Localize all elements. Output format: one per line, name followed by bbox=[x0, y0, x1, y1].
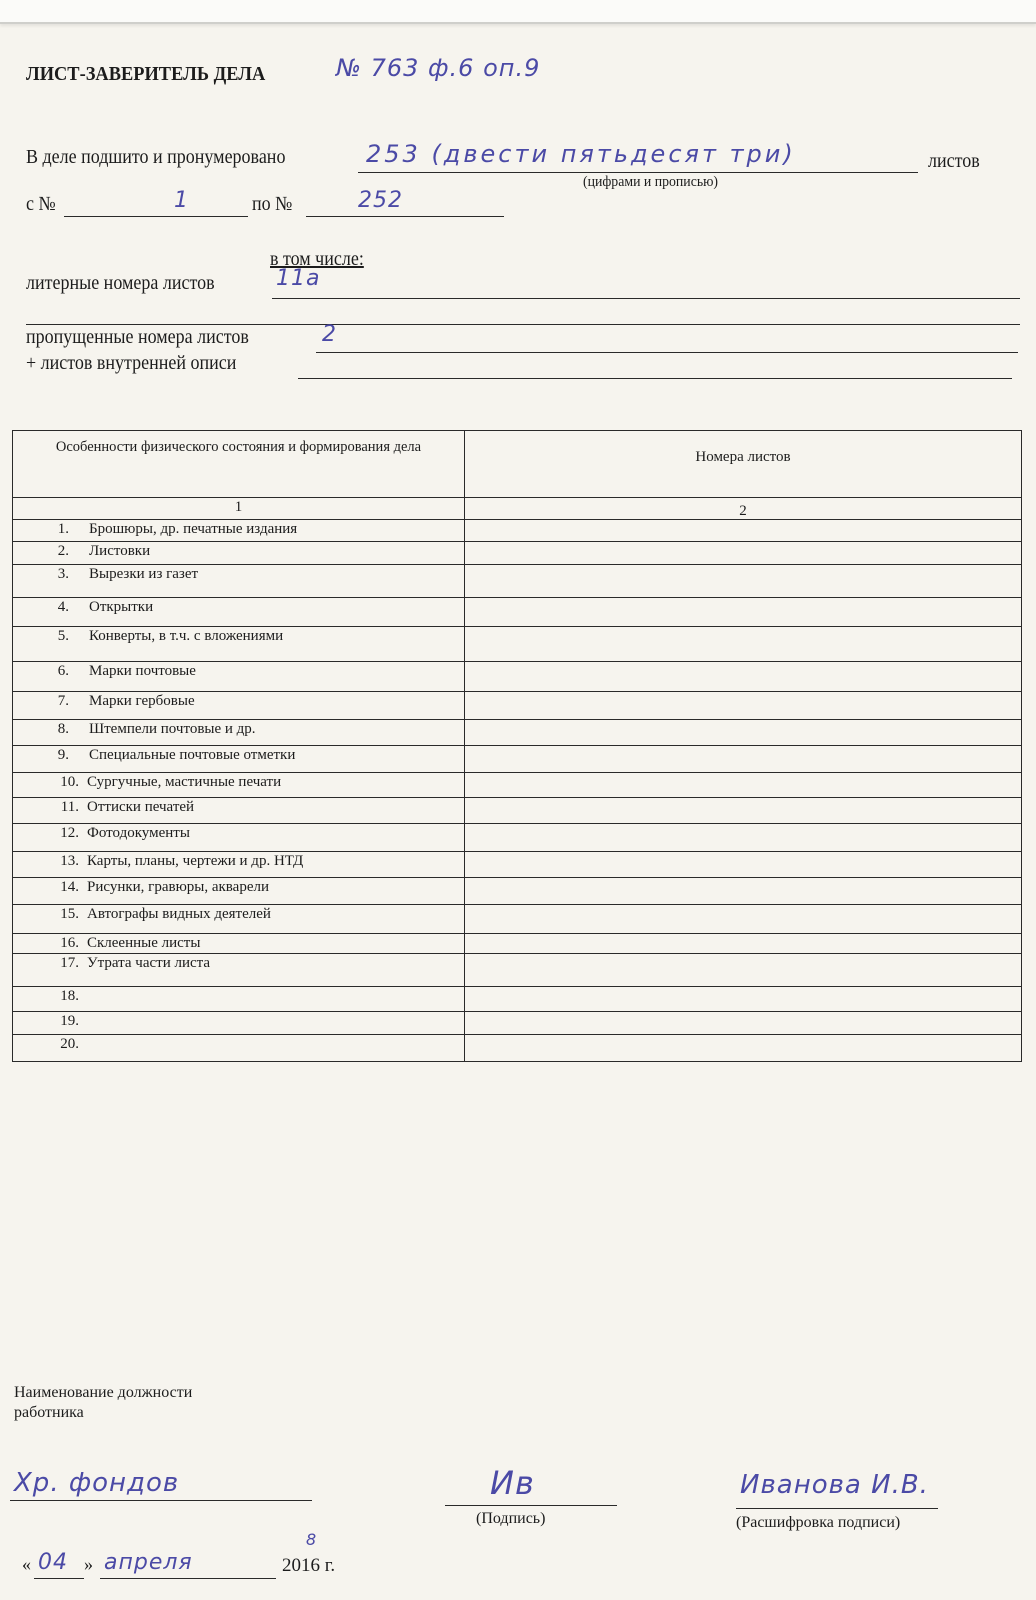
date-open-quote: « bbox=[22, 1554, 31, 1574]
column-divider bbox=[464, 431, 465, 1061]
from-line bbox=[64, 216, 248, 217]
row-number: 12. bbox=[60, 825, 79, 841]
row-number: 20. bbox=[60, 1036, 79, 1052]
row-pages-cell[interactable] bbox=[483, 720, 1003, 744]
row-pages-cell[interactable] bbox=[483, 798, 1003, 822]
position-value[interactable]: Хр. фондов bbox=[14, 1468, 180, 1498]
row-label: Фотодокументы bbox=[87, 825, 190, 841]
row-number: 11. bbox=[60, 799, 79, 815]
to-value[interactable]: 252 bbox=[358, 188, 403, 213]
header-bottom-line bbox=[13, 497, 1021, 498]
col1-index: 1 bbox=[234, 499, 243, 515]
decoding-value[interactable]: Иванова И.В. bbox=[740, 1470, 929, 1500]
row-label: Склеенные листы bbox=[87, 935, 201, 951]
row-number: 19. bbox=[60, 1013, 79, 1029]
row-pages-cell[interactable] bbox=[483, 1035, 1003, 1062]
skipped-numbers-line bbox=[316, 352, 1018, 353]
row-pages-cell[interactable] bbox=[483, 878, 1003, 903]
sheets-suffix: листов bbox=[928, 150, 980, 172]
skipped-numbers-label: пропущенные номера листов bbox=[26, 326, 249, 348]
date-year-correction: 8 bbox=[306, 1530, 318, 1549]
sheets-count-value[interactable]: 253 (двести пятьдесят три) bbox=[366, 140, 796, 168]
row-pages-cell[interactable] bbox=[483, 598, 1003, 625]
row-label: Открытки bbox=[89, 599, 154, 615]
row-number: 17. bbox=[60, 955, 79, 971]
features-table bbox=[12, 430, 1022, 1062]
row-number: 4. bbox=[57, 599, 69, 615]
row-number: 18. bbox=[60, 988, 79, 1004]
row-pages-cell[interactable] bbox=[483, 520, 1003, 540]
position-label-line2: работника bbox=[14, 1404, 84, 1421]
row-pages-cell[interactable] bbox=[483, 542, 1003, 563]
row-pages-cell[interactable] bbox=[483, 627, 1003, 660]
row-label: Штемпели почтовые и др. bbox=[89, 721, 256, 737]
row-pages-cell[interactable] bbox=[483, 987, 1003, 1010]
row-number: 1. bbox=[57, 521, 69, 537]
date-month[interactable]: апреля bbox=[104, 1550, 193, 1575]
decoding-caption: (Расшифровка подписи) bbox=[736, 1514, 901, 1531]
row-label: Конверты, в т.ч. с вложениями bbox=[89, 628, 284, 644]
skipped-numbers-value[interactable]: 2 bbox=[322, 322, 337, 347]
from-label: с № bbox=[26, 193, 56, 215]
date-day-line bbox=[34, 1578, 84, 1579]
position-line bbox=[10, 1500, 312, 1501]
row-label: Рисунки, гравюры, акварели bbox=[87, 879, 270, 895]
attached-page-edge bbox=[0, 0, 1036, 24]
row-pages-cell[interactable] bbox=[483, 824, 1003, 850]
col2-header: Номера листов bbox=[695, 449, 791, 465]
row-pages-cell[interactable] bbox=[483, 954, 1003, 985]
row-label: Листовки bbox=[89, 543, 151, 559]
row-pages-cell[interactable] bbox=[483, 852, 1003, 876]
col2-index: 2 bbox=[739, 503, 747, 519]
sheets-hint: (цифрами и прописью) bbox=[583, 174, 719, 190]
row-label: Вырезки из газет bbox=[89, 566, 199, 582]
signature-value: Ив bbox=[490, 1464, 535, 1502]
row-number: 7. bbox=[57, 693, 69, 709]
case-number: № 763 ф.6 оп.9 bbox=[336, 54, 541, 82]
letter-numbers-value[interactable]: 11а bbox=[276, 266, 321, 291]
row-pages-cell[interactable] bbox=[483, 905, 1003, 932]
row-label: Автографы видных деятелей bbox=[87, 906, 271, 922]
row-label: Специальные почтовые отметки bbox=[89, 747, 296, 763]
row-number: 5. bbox=[57, 628, 69, 644]
row-pages-cell[interactable] bbox=[483, 662, 1003, 690]
letter-numbers-line bbox=[272, 298, 1020, 299]
sheets-count-line bbox=[358, 172, 918, 173]
date-close-quote: » bbox=[84, 1554, 93, 1574]
document-title: ЛИСТ-ЗАВЕРИТЕЛЬ ДЕЛА bbox=[26, 63, 266, 85]
sheets-label: В деле подшито и пронумеровано bbox=[26, 146, 286, 168]
date-month-line bbox=[100, 1578, 276, 1579]
row-label: Сургучные, мастичные печати bbox=[87, 774, 282, 790]
to-line bbox=[306, 216, 504, 217]
row-label: Карты, планы, чертежи и др. НТД bbox=[87, 853, 304, 869]
inner-inventory-line bbox=[298, 378, 1012, 379]
including-heading: в том числе: bbox=[270, 248, 364, 270]
to-label: по № bbox=[252, 193, 293, 215]
row-pages-cell[interactable] bbox=[483, 934, 1003, 952]
row-number: 2. bbox=[57, 543, 69, 559]
row-pages-cell[interactable] bbox=[483, 692, 1003, 718]
row-number: 15. bbox=[60, 906, 79, 922]
col1-header: Особенности физического состояния и формирования дела bbox=[55, 439, 422, 455]
from-value[interactable]: 1 bbox=[174, 188, 189, 213]
signature-caption: (Подпись) bbox=[476, 1510, 546, 1527]
row-number: 10. bbox=[60, 774, 79, 790]
row-label: Марки почтовые bbox=[89, 663, 196, 679]
row-label: Утрата части листа bbox=[87, 955, 211, 971]
row-pages-cell[interactable] bbox=[483, 746, 1003, 771]
row-number: 14. bbox=[60, 879, 79, 895]
row-label: Оттиски печатей bbox=[87, 799, 195, 815]
inner-inventory-label: + листов внутренней описи bbox=[26, 352, 237, 374]
letter-numbers-line-2 bbox=[26, 324, 1020, 325]
letter-numbers-label: литерные номера листов bbox=[26, 272, 215, 294]
signature-line bbox=[445, 1505, 617, 1506]
date-day[interactable]: 04 bbox=[38, 1550, 68, 1575]
row-number: 13. bbox=[60, 853, 79, 869]
row-pages-cell[interactable] bbox=[483, 773, 1003, 796]
row-number: 9. bbox=[57, 747, 69, 763]
row-number: 6. bbox=[57, 663, 69, 679]
row-number: 8. bbox=[57, 721, 69, 737]
row-label: Брошюры, др. печатные издания bbox=[89, 521, 298, 537]
decoding-line bbox=[736, 1508, 938, 1509]
row-pages-cell[interactable] bbox=[483, 1012, 1003, 1033]
row-number: 3. bbox=[57, 566, 69, 582]
date-year: 2016 г. bbox=[282, 1555, 336, 1576]
row-number: 16. bbox=[60, 935, 79, 951]
row-pages-cell[interactable] bbox=[483, 565, 1003, 596]
row-label: Марки гербовые bbox=[89, 693, 195, 709]
position-label-line1: Наименование должности bbox=[14, 1384, 193, 1401]
